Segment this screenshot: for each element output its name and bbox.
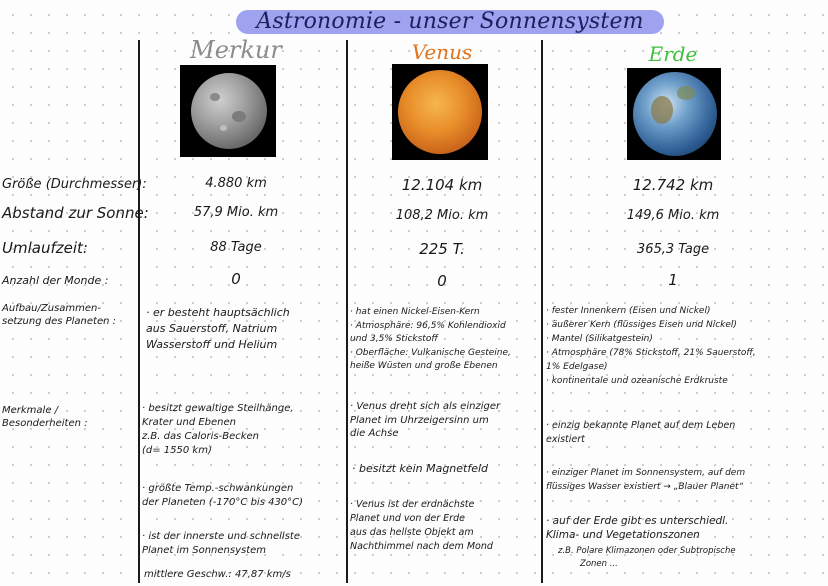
merkur-feature-line: Planet im Sonnensystem bbox=[142, 545, 267, 556]
merkur-feature-line: (d= 1550 km) bbox=[142, 445, 212, 456]
venus-size: 12.104 km bbox=[401, 176, 483, 194]
venus-structure-line: und 3,5% Stickstoff bbox=[350, 334, 438, 344]
erde-structure-line: · Atmosphäre (78% Stickstoff, 21% Sauerstoff, bbox=[546, 348, 756, 358]
label-orbit: Umlaufzeit: bbox=[2, 239, 88, 257]
erde-structure-line: · kontinentale und ozeanische Erdkruste bbox=[546, 376, 728, 386]
erde-orbit: 365,3 Tage bbox=[636, 242, 710, 257]
merkur-feature-line: · ist der innerste und schnellste bbox=[142, 531, 300, 542]
venus-moons: 0 bbox=[437, 272, 447, 290]
venus-feature-line: aus das hellste Objekt am bbox=[350, 527, 474, 538]
earth-image bbox=[627, 68, 721, 160]
venus-feature-1 bbox=[350, 400, 500, 441]
column-divider-3 bbox=[541, 40, 543, 583]
erde-feature-3 bbox=[546, 514, 728, 542]
venus-structure-line: · hat einen Nickel-Eisen-Kern bbox=[350, 307, 480, 317]
merkur-feature-3 bbox=[142, 530, 300, 558]
venus-feature-line: Planet und von der Erde bbox=[350, 513, 465, 524]
erde-feature-1 bbox=[546, 419, 735, 447]
venus-distance: 108,2 Mio. km bbox=[395, 208, 489, 223]
erde-moons: 1 bbox=[668, 271, 678, 289]
planet-name-venus: Venus bbox=[411, 40, 473, 64]
venus-feature-3 bbox=[350, 498, 493, 554]
merkur-feature-line: z.B. das Caloris-Becken bbox=[142, 431, 260, 442]
merkur-structure bbox=[146, 305, 290, 353]
mercury-crater bbox=[210, 93, 220, 101]
merkur-speed: mittlere Geschw.: 47,87 km/s bbox=[144, 569, 291, 580]
merkur-distance: 57,9 Mio. km bbox=[193, 205, 279, 220]
column-divider-1 bbox=[138, 40, 140, 583]
venus-orbit: 225 T. bbox=[419, 240, 465, 258]
venus-feature-line: Planet im Uhrzeigersinn um bbox=[350, 414, 489, 426]
label-features-line: Merkmale / bbox=[2, 405, 59, 416]
venus-structure bbox=[350, 306, 511, 374]
erde-size: 12.742 km bbox=[632, 176, 714, 194]
label-structure-line: setzung des Planeten : bbox=[2, 316, 117, 327]
mercury-disc bbox=[191, 73, 267, 149]
erde-feature-line: Klima- und Vegetationszonen bbox=[546, 529, 700, 541]
erde-structure-line: · Mantel (Silikatgestein) bbox=[546, 334, 653, 344]
page-title: Astronomie - unser Sonnensystem bbox=[256, 9, 644, 34]
earth-landmass bbox=[677, 86, 695, 100]
erde-feature-line: · einzig bekannte Planet auf dem Leben bbox=[546, 420, 736, 431]
erde-feature-line: flüssiges Wasser existiert → „Blauer Planet“ bbox=[546, 482, 744, 492]
erde-feature-line: Zonen ... bbox=[580, 559, 618, 569]
column-divider-2 bbox=[346, 40, 348, 583]
venus-feature-line: · Venus ist der erdnächste bbox=[350, 499, 475, 510]
mercury-crater bbox=[220, 125, 227, 131]
venus-feature-2 bbox=[352, 462, 488, 476]
erde-feature-line: existiert bbox=[546, 434, 585, 445]
erde-feature-line: · auf der Erde gibt es unterschiedl. bbox=[546, 515, 729, 527]
merkur-structure-line: · er besteht hauptsächlich bbox=[146, 306, 290, 319]
venus-feature-line: · besitzt kein Magnetfeld bbox=[352, 462, 489, 475]
erde-structure-line: 1% Edelgase) bbox=[546, 362, 608, 372]
merkur-orbit: 88 Tage bbox=[210, 240, 262, 255]
label-moons: Anzahl der Monde : bbox=[2, 274, 109, 287]
erde-feature-line: z.B. Polare Klimazonen oder Subtropische bbox=[558, 546, 736, 556]
label-distance: Abstand zur Sonne: bbox=[2, 204, 149, 222]
label-structure-line: Aufbau/Zusammen- bbox=[2, 303, 101, 314]
label-features-line: Besonderheiten : bbox=[2, 418, 88, 429]
merkur-feature-line: · besitzt gewaltige Steilhänge, bbox=[142, 403, 294, 414]
venus-structure-line: · Oberfläche: Vulkanische Gesteine, bbox=[350, 347, 511, 358]
merkur-size: 4.880 km bbox=[205, 176, 267, 191]
mercury-image bbox=[180, 65, 276, 157]
venus-image bbox=[392, 64, 488, 160]
venus-structure-line: heiße Wüsten und große Ebenen bbox=[350, 361, 498, 371]
planet-name-erde: Erde bbox=[648, 42, 698, 66]
erde-feature-2 bbox=[546, 466, 745, 494]
label-size: Größe (Durchmesser): bbox=[2, 177, 147, 192]
label-structure bbox=[2, 302, 132, 328]
erde-feature-line: · einziger Planet im Sonnensystem, auf dem bbox=[546, 468, 746, 478]
erde-structure-line: · äußerer Kern (flüssiges Eisen und Nickel) bbox=[546, 320, 737, 330]
erde-feature-3-detail bbox=[558, 545, 736, 571]
venus-feature-line: die Achse bbox=[350, 428, 399, 439]
earth-disc bbox=[633, 72, 717, 156]
erde-structure bbox=[546, 304, 756, 388]
erde-distance: 149,6 Mio. km bbox=[626, 208, 720, 223]
venus-disc bbox=[398, 70, 482, 154]
erde-structure-line: · fester Innenkern (Eisen und Nickel) bbox=[546, 306, 711, 316]
venus-structure-line: · Atmosphäre: 96,5% Kohlendioxid bbox=[350, 320, 506, 331]
merkur-structure-line: Wasserstoff und Helium bbox=[146, 338, 278, 351]
earth-landmass bbox=[651, 96, 673, 124]
venus-feature-line: · Venus dreht sich als einziger bbox=[350, 401, 501, 412]
planet-name-merkur: Merkur bbox=[190, 36, 282, 64]
mercury-crater bbox=[232, 111, 246, 122]
merkur-feature-1 bbox=[142, 402, 294, 458]
merkur-structure-line: aus Sauerstoff, Natrium bbox=[146, 322, 278, 335]
merkur-feature-2 bbox=[142, 482, 303, 510]
label-features bbox=[2, 404, 132, 430]
merkur-feature-line: Krater und Ebenen bbox=[142, 417, 237, 428]
merkur-moons: 0 bbox=[231, 270, 241, 288]
merkur-feature-line: · größte Temp.-schwankungen bbox=[142, 483, 294, 494]
venus-feature-line: Nachthimmel nach dem Mond bbox=[350, 541, 493, 552]
merkur-feature-line: der Planeten (-170°C bis 430°C) bbox=[142, 497, 304, 508]
